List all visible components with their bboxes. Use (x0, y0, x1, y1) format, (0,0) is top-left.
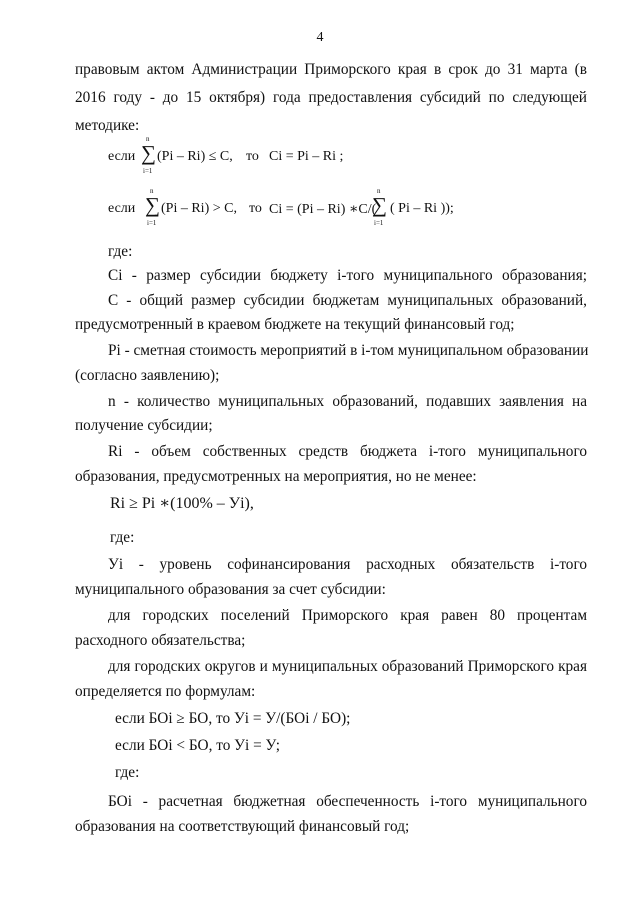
sum-sign: ∑ (372, 193, 387, 217)
paragraph-line: определяется по формулам: (75, 683, 256, 700)
formula-if: если (108, 201, 136, 216)
sum-upper-limit: n (150, 187, 154, 195)
paragraph-line: методике: (75, 117, 140, 134)
formula-4: если БОi ≥ БО, то Уi = У/(БОi / БО); (115, 710, 351, 727)
sum-lower-limit: i=1 (143, 167, 153, 175)
formula-5: если БОi < БО, то Уi = У; (115, 737, 281, 754)
sum-upper-limit: n (377, 187, 381, 195)
paragraph-line: для городских округов и муниципальных образований Приморского края (108, 658, 587, 675)
paragraph-line: БОi - расчетная бюджетная обеспеченность i-того муниципального (108, 793, 587, 810)
paragraph-line: (согласно заявлению); (75, 367, 220, 384)
paragraph-line: предусмотренный в краевом бюджете на текущий финансовый год; (75, 316, 515, 333)
paragraph-line: правовым актом Администрации Приморского края в срок до 31 марта (в (75, 61, 587, 78)
formula-body: (Pi – Ri) > C, (161, 201, 237, 216)
formula-result-part-a: Ci = (Pi – Ri) ∗C/( (269, 202, 377, 217)
paragraph-line: расходного обязательства; (75, 632, 246, 649)
paragraph-line: С - общий размер субсидии бюджетам муниципальных образований, (108, 292, 587, 309)
paragraph-line: для городских поселений Приморского края равен 80 процентам (108, 607, 587, 624)
paragraph-line: 2016 году - до 15 октября) года предоставления субсидий по следующей (75, 89, 587, 106)
sum-lower-limit: i=1 (374, 219, 384, 227)
sum-sign: ∑ (145, 193, 160, 217)
paragraph-line: образования на соответствующий финансовый год; (75, 818, 410, 835)
paragraph-line: Pi - сметная стоимость мероприятий в i-том муниципальном образовании (108, 342, 589, 359)
page-number: 4 (316, 30, 324, 45)
formula-if: если (108, 149, 136, 164)
paragraph-line: где: (108, 243, 133, 260)
paragraph-line: получение субсидии; (75, 417, 213, 434)
formula-then: то (249, 201, 262, 216)
formula-result-part-b: ( Pi – Ri )); (390, 201, 454, 216)
paragraph-line: n - количество муниципальных образований, подавших заявления на (108, 393, 587, 410)
paragraph-line: Ci - размер субсидии бюджету i-того муниципального образования; (108, 267, 587, 284)
paragraph-line: где: (110, 529, 135, 546)
sum-sign: ∑ (141, 141, 156, 165)
formula-body: (Pi – Ri) ≤ C, (157, 149, 233, 164)
paragraph-line: Ri - объем собственных средств бюджета i-того муниципального (108, 443, 587, 460)
paragraph-line: Уi - уровень софинансирования расходных обязательств i-того (108, 556, 587, 573)
formula-3: Ri ≥ Pi ∗(100% – Уi), (110, 495, 254, 512)
paragraph-line: где: (115, 764, 140, 781)
sum-upper-limit: n (146, 135, 150, 143)
formula-result: Ci = Pi – Ri ; (269, 149, 344, 164)
paragraph-line: муниципального образования за счет субсидии: (75, 581, 386, 598)
paragraph-line: образования, предусмотренных на мероприятия, но не менее: (75, 468, 477, 485)
sum-lower-limit: i=1 (147, 219, 157, 227)
formula-then: то (246, 149, 259, 164)
